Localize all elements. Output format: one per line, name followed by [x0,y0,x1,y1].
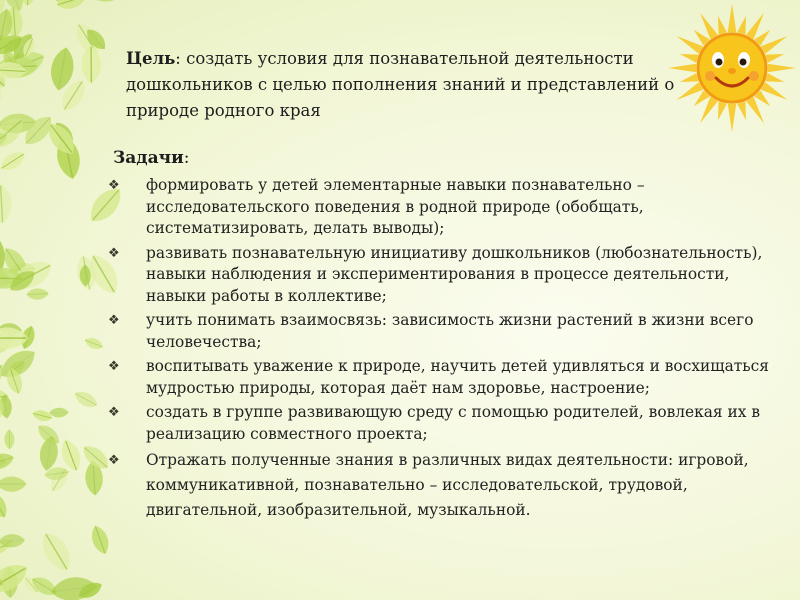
sun-ray-icon [737,101,746,120]
sun-ray-icon [761,36,788,54]
list-item [104,356,776,399]
sun-ray-icon [746,97,764,124]
goal-paragraph [126,46,686,124]
sun-ray-icon [765,73,784,82]
task-text: воспитывать уважение к природе, научить детей удивляться и восхищаться мудростью природы, которая даёт нам здоровье, настроение; [146,357,769,397]
task-text: учить понимать взаимосвязь: зависимость жизни растений в жизни всего человечества; [146,311,754,351]
sun-ray-icon [728,4,737,32]
task-text: формировать у детей элементарные навыки познавательно – исследовательского поведения в родной природе (обобщать, систематизировать, делать выводы); [146,176,645,237]
task-text: развивать познавательную инициативу дошкольников (любознательность), навыки наблюдения и экспериментирования в процессе деятельности, навыки работы в коллективе; [146,243,763,305]
leaf-icon [83,335,105,351]
sun-ray-icon [718,16,727,35]
leaf-icon [4,429,14,449]
sun-ray-icon [765,54,784,63]
diamond-bullet-icon: ❖ [108,405,120,420]
sun-ray-icon [700,97,718,124]
list-item [104,448,776,523]
leaf-icon [0,148,28,175]
sun-ray-icon [718,101,727,120]
list-item [104,243,776,308]
sun-ray-icon [737,16,746,35]
task-text: создать в группе развивающую среду с помощью родителей, вовлекая их в реализацию совместного проекта; [146,403,761,443]
leaf-icon [88,523,112,557]
leaf-icon [54,0,89,13]
leaf-icon [72,387,101,411]
leaf-icon [49,407,69,417]
leaf-icon [0,450,16,472]
diamond-bullet-icon: ❖ [108,313,120,328]
diamond-bullet-icon: ❖ [108,359,120,374]
sun-ray-icon [728,104,737,132]
leaf-icon [36,527,78,576]
task-text: Отражать полученные знания в различных видах деятельности: игровой, коммуникативной, познавательно – исследовательской, трудовой, двигательной, изобразительной, музыкальной. [146,451,749,519]
leaf-icon [31,408,53,423]
leaf-icon [0,488,11,520]
list-item [104,402,776,445]
diamond-bullet-icon: ❖ [108,245,120,261]
tasks-list [104,175,776,526]
sun-ray-icon [700,13,718,40]
goal-text: : создать условия для познавательной деятельности дошкольников с целью пополнения знаний и представлений о природе родного края [126,49,675,120]
leaf-icon [0,183,13,224]
list-item [104,310,776,353]
sun-ray-icon [761,82,788,100]
list-item [104,175,776,240]
sun-ray-icon [768,64,796,73]
leaf-icon [87,0,124,2]
goal-label: Цель [126,49,176,68]
diamond-bullet-icon: ❖ [108,453,120,468]
tasks-heading [113,148,189,168]
leaf-icon [0,477,27,492]
tasks-label: Задачи [113,148,184,168]
tasks-label-colon: : [183,148,190,168]
sun-ray-icon [746,13,764,40]
leaf-icon [26,288,49,300]
diamond-bullet-icon: ❖ [108,178,120,193]
